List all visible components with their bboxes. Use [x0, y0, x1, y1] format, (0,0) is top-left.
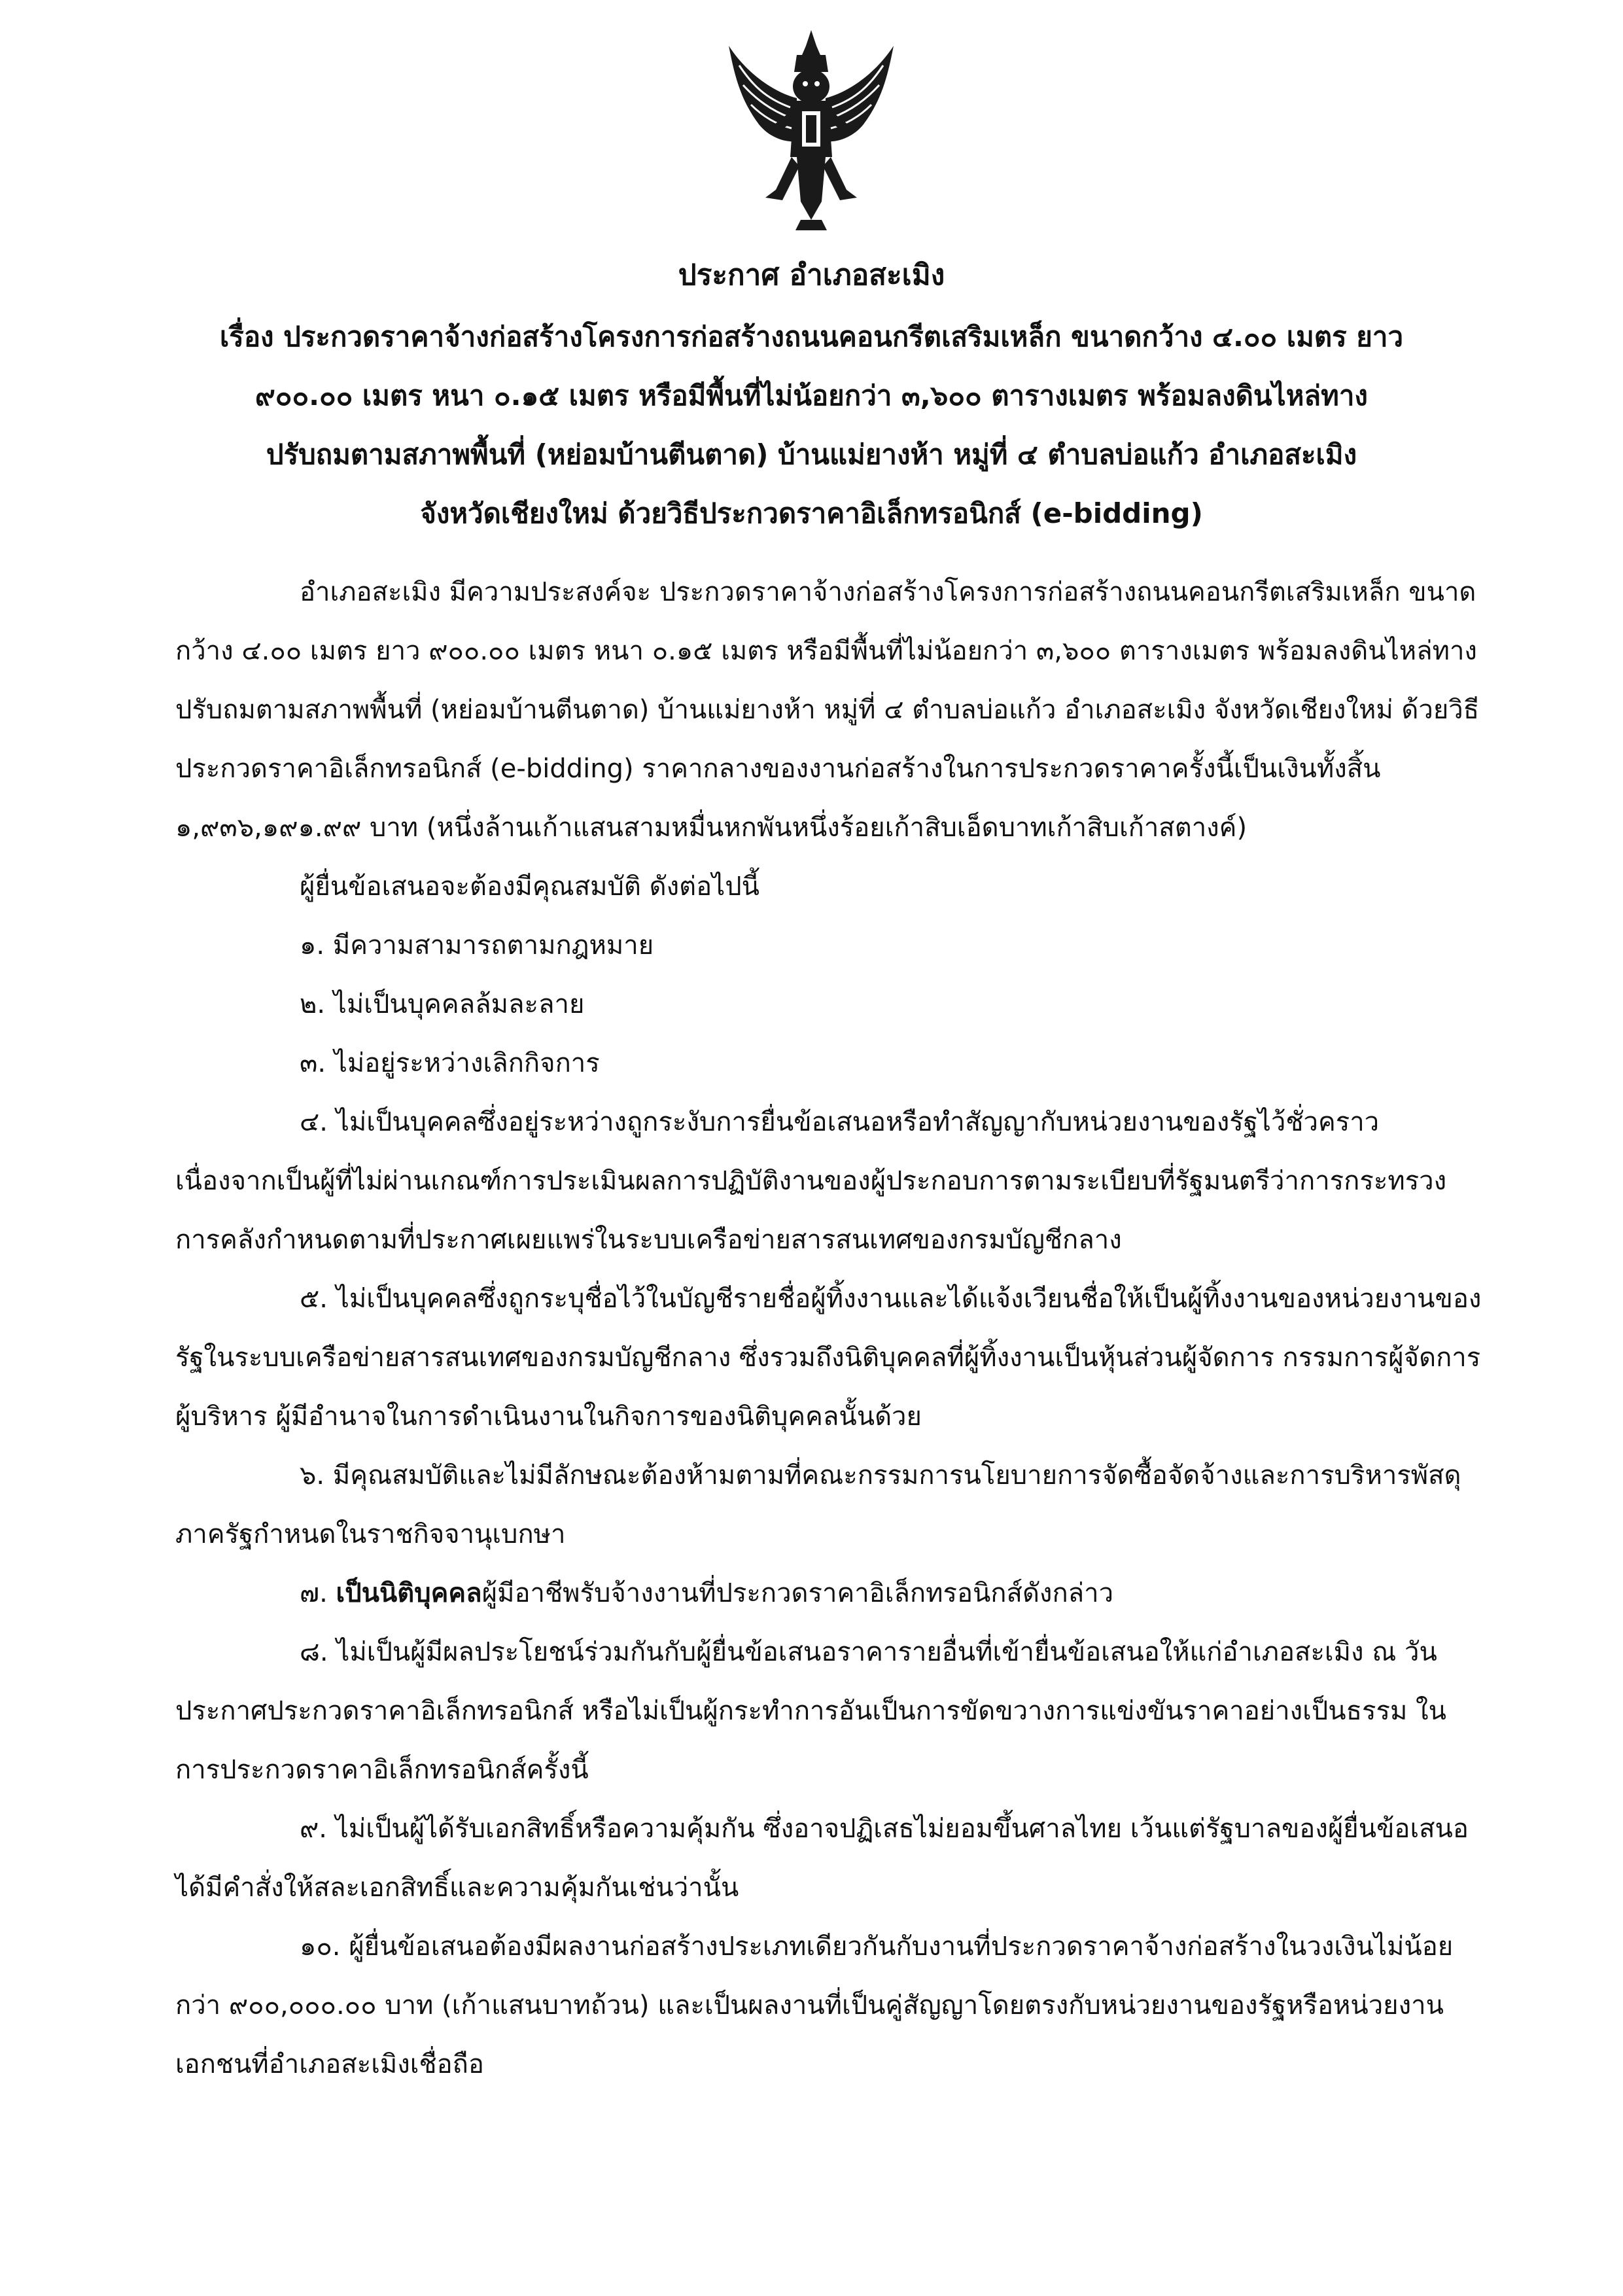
qualification-item: ๑. มีความสามารถตามกฎหมาย [300, 930, 654, 961]
qualification-item: ๒. ไม่เป็นบุคคลล้มละลาย [300, 989, 585, 1019]
qualification-item: ๔. ไม่เป็นบุคคลซึ่งอยู่ระหว่างถูกระงับการยื่นข้อเสนอหรือทำสัญญากับหน่วยงานของรัฐไว้ชั่วคราว เนื่องจากเป็นผู้ที่ไม่ผ่านเกณฑ์การประเมินผลการปฏิบัติงานของผู้ประกอบการตามระเบียบที่รัฐมนตรีว่าการกระทรวงการคลังกำหนดตามที่ประกาศเผยแพร่ในระบบเครือข่ายสารสนเทศของกรมบัญชีกลาง [175, 1107, 1447, 1255]
item7-text: ผู้มีอาชีพรับจ้างงานที่ประกวดราคาอิเล็กทรอนิกส์ดังกล่าว [481, 1578, 1114, 1608]
qualification-item: ๕. ไม่เป็นบุคคลซึ่งถูกระบุชื่อไว้ในบัญชีรายชื่อผู้ทิ้งงานและได้แจ้งเวียนชื่อให้เป็นผู้ทิ้งงานของหน่วยงานของรัฐในระบบเครือข่ายสารสนเทศของกรมบัญชีกลาง ซึ่งรวมถึงนิติบุคคลที่ผู้ทิ้งงานเป็นหุ้นส่วนผู้จัดการ กรรมการผู้จัดการ ผู้บริหาร ผู้มีอำนาจในการดำเนินงานในกิจการของนิติบุคคลนั้นด้วย [175, 1284, 1482, 1432]
qualification-item: ๙. ไม่เป็นผู้ได้รับเอกสิทธิ์หรือความคุ้มกัน ซึ่งอาจปฏิเสธไม่ยอมขึ้นศาลไทย เว้นแต่รัฐบาลของผู้ยื่นข้อเสนอได้มีคำสั่งให้สละเอกสิทธิ์และความคุ้มกันเช่นว่านั้น [175, 1814, 1469, 1903]
garuda-emblem-icon [720, 26, 903, 242]
qualification-item: ๘. ไม่เป็นผู้มีผลประโยชน์ร่วมกันกับผู้ยื่นข้อเสนอราคารายอื่นที่เข้ายื่นข้อเสนอให้แก่อำเภอสะเมิง ณ วันประกาศประกวดราคาอิเล็กทรอนิกส์ หรือไม่เป็นผู้กระทำการอันเป็นการขัดขวางการแข่งขันราคาอย่างเป็นธรรม ในการประกวดราคาอิเล็กทรอนิกส์ครั้งนี้ [175, 1637, 1446, 1785]
announcement-title: ประกาศ อำเภอสะเมิง [678, 258, 945, 292]
qualification-item: ๑๐. ผู้ยื่นข้อเสนอต้องมีผลงานก่อสร้างประเภทเดียวกันกับงานที่ประกวดราคาจ้างก่อสร้างในวงเงินไม่น้อยกว่า ๙๐๐,๐๐๐.๐๐ บาท (เก้าแสนบาทถ้วน) และเป็นผลงานที่เป็นคู่สัญญาโดยตรงกับหน่วยงานของรัฐหรือหน่วยงานเอกชนที่อำเภอสะเมิงเชื่อถือ [175, 1932, 1454, 2079]
qualification-item: ๓. ไม่อยู่ระหว่างเลิกกิจการ [300, 1048, 600, 1078]
qualification-item-7 [175, 1564, 1484, 1623]
item7-number: ๗. [300, 1578, 336, 1608]
announcement-body [175, 563, 1484, 2094]
subject-line: จังหวัดเชียงใหม่ ด้วยวิธีประกวดราคาอิเล็กทรอนิกส์ (e-bidding) [420, 497, 1203, 529]
intro-paragraph: อำเภอสะเมิง มีความประสงค์จะ ประกวดราคาจ้างก่อสร้างโครงการก่อสร้างถนนคอนกรีตเสริมเหล็ก ขนาดกว้าง ๔.๐๐ เมตร ยาว ๙๐๐.๐๐ เมตร หนา ๐.๑๕ เมตร หรือมีพื้นที่ไม่น้อยกว่า ๓,๖๐๐ ตารางเมตร พร้อมลงดินไหล่ทาง ปรับถมตามสภาพพื้นที่ (หย่อมบ้านตีนตาด) บ้านแม่ยางห้า หมู่ที่ ๔ ตำบลบ่อแก้ว อำเภอสะเมิง จังหวัดเชียงใหม่ ด้วยวิธีประกวดราคาอิเล็กทรอนิกส์ (e-bidding) ราคากลางของงานก่อสร้างในการประกวดราคาครั้งนี้เป็นเงินทั้งสิ้น ๑,๙๓๖,๑๙๑.๙๙ บาท (หนึ่งล้านเก้าแสนสามหมื่นหกพันหนึ่งร้อยเก้าสิบเอ็ดบาทเก้าสิบเก้าสตางค์) [175, 577, 1480, 843]
subject-line: ๙๐๐.๐๐ เมตร หนา ๐.๑๕ เมตร หรือมีพื้นที่ไม่น้อยกว่า ๓,๖๐๐ ตารางเมตร พร้อมลงดินไหล่ทาง [255, 380, 1368, 412]
qualifications-heading: ผู้ยื่นข้อเสนอจะต้องมีคุณสมบัติ ดังต่อไปนี้ [300, 872, 759, 902]
subject-line: เรื่อง ประกวดราคาจ้างก่อสร้างโครงการก่อสร้างถนนคอนกรีตเสริมเหล็ก ขนาดกว้าง ๔.๐๐ เมตร ยาว [219, 321, 1404, 353]
item7-bold-text: เป็นนิติบุคคล [336, 1578, 482, 1608]
subject-line: ปรับถมตามสภาพพื้นที่ (หย่อมบ้านตีนตาด) บ้านแม่ยางห้า หมู่ที่ ๔ ตำบลบ่อแก้ว อำเภอสะเมิง [266, 438, 1357, 470]
announcement-subject [111, 308, 1512, 543]
qualification-item: ๖. มีคุณสมบัติและไม่มีลักษณะต้องห้ามตามที่คณะกรรมการนโยบายการจัดซื้อจัดจ้างและการบริหารพัสดุภาครัฐกำหนดในราชกิจจานุเบกษา [175, 1460, 1461, 1549]
